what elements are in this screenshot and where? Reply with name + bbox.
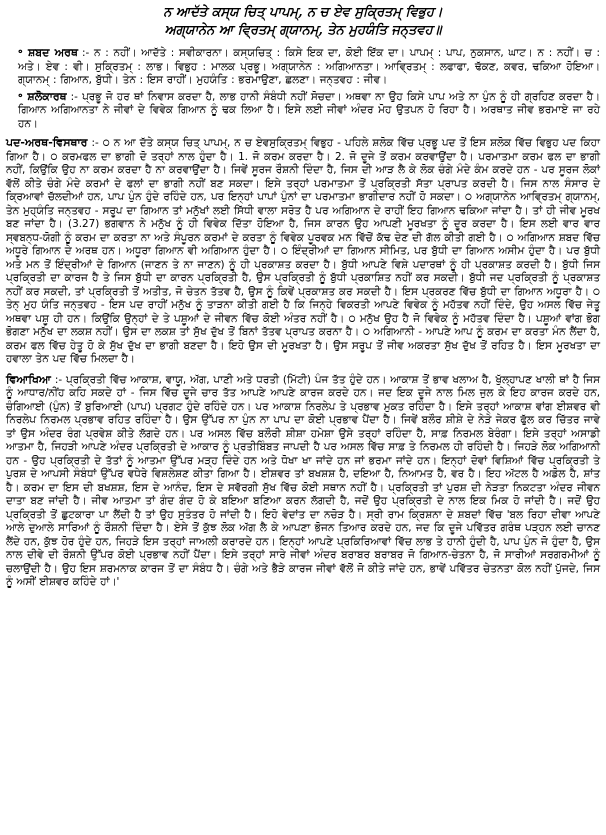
- viakhia-section: [6, 373, 600, 590]
- verse-line-1: ਨ ਆਦੱਤੇ ਕਸ੍ਯ ਚਿਤ੍ ਪਾਪਮ੍, ਨ ਚ ਏਵ ਸੁਕ੍ਰਿਤਮ੍ ਵਿਭੁਹ।: [163, 5, 443, 20]
- viakhia-text: :- ਪ੍ਰਕ੍ਰਿਤੀ ਵਿੱਚ ਆਕਾਸ਼, ਵਾਯੂ, ਅੱਗ, ਪਾਣੀ ਅਤੇ ਧਰਤੀ (ਮਿੱਟੀ) ਪੰਜ ਤੱਤ ਹੁੰਦੇ ਹਨ। ਆਕਾਸ਼ ਤੋਂ ਭਾਵ ਖਲਾਅ ਹੈ, ਖੁੱਲ੍ਹਾਪਣ ਖਾਲੀ ਥਾਂ ਹੈ ਜਿਸ ਨੂੰ ਆਧਾਰ/ਨੀਂਹ ਕਹਿ ਸਕਦੇ ਹਾਂ - ਜਿਸ ਵਿੱਚ ਦੂਜੇ ਚਾਰ ਤੱਤ ਆਪਣੇ ਆਪਣੇ ਕਾਰਜ ਕਰਦੇ ਹਨ। ਜਦ ਇਕ ਦੂਜੇ ਨਾਲ ਮਿਲ ਜੁਲ ਕੇ ਇਹ ਕਾਰਜ ਕਰਦੇ ਹਨ, ਚੰਗਿਆਈ (ਪੁੰਨ) ਤੋਂ ਬੁਰਿਆਈ (ਪਾਪ) ਪ੍ਰਗਟ ਹੁੰਦੇ ਰਹਿੰਦੇ ਹਨ। ਪਰ ਆਕਾਸ਼ ਨਿਰਲੇਪ ਤੇ ਪ੍ਰਭਾਵ ਮੁਕਤ ਰਹਿੰਦਾ ਹੈ। ਇਸੇ ਤਰ੍ਹਾਂ ਆਕਾਸ਼ ਵਾਂਗ ਈਸ਼ਵਰ ਵੀ ਨਿਰਲੇਪ ਨਿਰਮਲ ਪ੍ਰਭਾਵ ਰਹਿਤ ਰਹਿੰਦਾ ਹੈ। ਉਸ ਉੱਪਰ ਨਾ ਪੁੰਨ ਨਾ ਪਾਪ ਦਾ ਕੋਈ ਪ੍ਰਭਾਵ ਪੈਂਦਾ ਹੈ। ਜਿਵੇਂ ਬਲੌਰ ਸ਼ੀਸ਼ੇ ਦੇ ਨੇੜੇ ਜੇਕਰ ਫੁੱਲ ਕਰ ਚਿੱਤਰ ਜਾਵੇ ਤਾਂ ਉਸ ਅੰਦਰ ਰੰਗ ਪ੍ਰਵੇਸ਼ ਕੀਤੇ ਲੱਗਦੇ ਹਨ। ਪਰ ਅਸਲ ਵਿੱਚ ਬਲੌਰੀ ਸ਼ੀਸ਼ਾ ਹਮੇਸ਼ਾ ਉਸੇ ਤਰ੍ਹਾਂ ਰਹਿੰਦਾ ਹੈ, ਸਾਫ਼ ਨਿਰਮਲ ਬੇਰੰਗਾ। ਇਸੇ ਤਰ੍ਹਾਂ ਅਸਾਡੀ ਆਤਮਾ ਹੈ, ਜਿਹੜੀ ਆਪਣੇ ਅੰਦਰ ਪ੍ਰਕ੍ਰਿਤੀ ਦੇ ਆਕਾਰ ਨੂੰ ਪ੍ਰਤੀਬਿੰਬਤ ਜਾਪਦੀ ਹੈ ਪਰ ਅਸਲ ਵਿੱਚ ਸਾਫ਼ ਤੇ ਨਿਰਮਲ ਹੀ ਰਹਿੰਦੀ ਹੈ। ਜਿਹੜੇ ਲੋਕ ਅਗਿਆਨੀ ਹਨ - ਉਹ ਪ੍ਰਕ੍ਰਿਤੀ ਦੇ ਤੱਤਾਂ ਨੂੰ ਆਤਮਾ ਉੱਪਰ ਮੜ੍ਹ ਦਿੰਦੇ ਹਨ ਅਤੇ ਧੋਖਾ ਖਾ ਜਾਂਦੇ ਹਨ ਜਾਂ ਭਰਮਾ ਜਾਂਦੇ ਹਨ। ਇਨ੍ਹਾਂ ਦੋਵਾਂ ਵਿਸ਼ਿਆਂ ਵਿੱਚ ਪ੍ਰਕ੍ਰਿਤੀ ਤੇ ਪੁਰਸ਼ ਦੇ ਆਪਸੀ ਸੰਬੰਧਾਂ ਉੱਪਰ ਵਧੇਰੇ ਵਿਸ਼ਲੇਸ਼ਣ ਕੀਤਾ ਗਿਆ ਹੈ। ਈਸ਼ਵਰ ਤਾਂ ਬਖਸ਼ਸ਼ ਹੈ, ਦਇਆ ਹੈ, ਨਿਆਮਤ ਹੈ, ਵਰ ਹੈ। ਇਹ ਅੱਟਲ ਹੈ ਅਡੋਲ ਹੈ, ਸ਼ਾਂਤ ਹੈ। ਕਰਮ ਦਾ ਇਸ ਦੀ ਬਖਸ਼ਸ਼, ਇਸ ਦੇ ਆਨੰਦ, ਇਸ ਦੇ ਸਵੱਰਗੀ ਸੁੱਖ ਵਿੱਚ ਕੋਈ ਸਥਾਨ ਨਹੀਂ ਹੈ। ਪ੍ਰਕ੍ਰਿਤੀ ਤਾਂ ਪੁਰਸ਼ ਦੀ ਨੇੜਤਾ ਨਿਕਟਤਾ ਅੰਦਰ ਜੀਵਨ ਦਾਤਾ ਬਣ ਜਾਂਦੀ ਹੈ। ਜੀਵ ਆਤਮਾ ਤਾਂ ਗੰਦ ਗੰਦ ਹੋ ਕੇ ਬਇਆ ਬਣਿਆ ਕਰਨ ਲੱਗਦੀ ਹੈ, ਜਦੋਂ ਉਹ ਪ੍ਰਕ੍ਰਿਤੀ ਦੇ ਨਾਲ ਇਕ ਮਿਕ ਹੋ ਜਾਂਦੀ ਹੈ। ਜਦੋਂ ਉਹ ਪ੍ਰਕ੍ਰਿਤੀ ਤੋਂ ਛੁਟਕਾਰਾ ਪਾ ਲੈਂਦੀ ਹੈ ਤਾਂ ਉਹ ਸੁਤੰਤਰ ਹੋ ਜਾਂਦੀ ਹੈ। ਇਹੋ ਵੇਦਾਂਤ ਦਾ ਨਚੋੜ ਹੈ। ਸ੍ਰੀ ਰਾਮ ਕ੍ਰਿਸ਼ਨਾ ਦੇ ਸ਼ਬਦਾਂ ਵਿੱਚ 'ਬਲ ਰਿਹਾ ਦੀਵਾ ਆਪਣੇ ਆਲੇ ਦੁਆਲੇ ਸਾਰਿਆਂ ਨੂੰ ਰੌਸ਼ਨੀ ਦਿੰਦਾ ਹੈ। ਏਸੇ ਤੋਂ ਕੁੱਝ ਲੋਕ ਅੱਗ ਲੈ ਕੇ ਆਪਣਾ ਭੋਜਨ ਤਿਆਰ ਕਰਦੇ ਹਨ, ਜਦ ਕਿ ਦੂਜੇ ਪਵਿੱਤਰ ਗਰੰਥ ਪੜ੍ਹਨ ਲਈ ਚਾਨਣ ਲੈਂਦੇ ਹਨ, ਕੁੱਝ ਹੋਰ ਹੁੰਦੇ ਹਨ, ਜਿਹੜੇ ਇਸ ਤਰ੍ਹਾਂ ਜਾਅਲੀ ਕਰਾਰਦੇ ਹਨ। ਇਨ੍ਹਾਂ ਆਪਣੇ ਪ੍ਰਕਿਰਿਆਵਾਂ ਵਿੱਚ ਲਾਭ ਤੇ ਹਾਨੀ ਹੁੰਦੀ ਹੈ, ਪਾਪ ਪੁੰਨ ਜੋ ਹੁੰਦਾ ਹੈ, ਉਸ ਨਾਲ ਦੀਵੇ ਦੀ ਰੌਸ਼ਨੀ ਉੱਪਰ ਕੋਈ ਪ੍ਰਭਾਵ ਨਹੀਂ ਪੈਂਦਾ। ਇਸੇ ਤਰ੍ਹਾਂ ਸਾਰੇ ਜੀਵਾਂ ਅੰਦਰ ਬਰਾਬਰ ਬਰਾਬਰ ਜੋ ਗਿਆਨ-ਚੇਤਨਾ ਹੈ, ਜੋ ਸਾਰੀਆਂ ਸਰਗਰਮੀਆਂ ਨੂੰ ਚਲਾਉਂਦੀ ਹੈ। ਉਹ ਇਸ ਸ਼ਰਮਨਾਕ ਕਾਰਜ ਤੋਂ ਦਾ ਸੰਬੰਧ ਹੈ। ਚੰਗੇ ਅਤੇ ਭੈੜੇ ਕਾਰਜ ਜੀਵਾਂ ਵੱਲੋਂ ਜੋ ਕੀਤੇ ਜਾਂਦੇ ਹਨ, ਭਾਵੇਂ ਪਵਿੱਤਰ ਚੇਤਨਤਾ ਕੋਲ ਨਹੀਂ ਪੁੱਜਦੇ, ਜਿਸ ਨੂੰ ਅਸੀਂ ਈਸ਼ਵਰ ਕਹਿੰਦੇ ਹਾਂ।': [6, 373, 600, 588]
- viakhia-heading: ਵਿਆਖਿਆ: [6, 372, 51, 386]
- shabad-arth-heading: ॰ ਸ਼ਬਦ ਅਰਥ: [18, 46, 78, 59]
- pad-arath-heading: ਪਦ-ਅਰਥ-ਵਿਸਥਾਰ: [6, 136, 88, 149]
- shlokarath-heading: ॰ ਸ਼ਲੋਕਾਰਥ: [18, 89, 67, 103]
- pad-arath-section: [6, 136, 600, 367]
- verse-line-2: ਅਗ੍ਯਾਨੇਨ ਆ ਵ੍ਰਿਤਮ੍ ਗ੍ਯਾਨਮ੍, ਤੇਨ ਮੁਹਯੰਤਿ ਜਨ੍ਤਵਹ॥: [164, 23, 442, 38]
- shlokarath-section: [6, 90, 600, 132]
- shabad-arth-section: [6, 46, 600, 88]
- shlokarath-text: :- ਪ੍ਰਭੂ ਜੋ ਹਰ ਥਾਂ ਨਿਵਾਸ ਕਰਦਾ ਹੈ, ਲਾਭ ਹਾਨੀ ਸੰਬੰਧੀ ਨਹੀਂ ਸੋਚਦਾ। ਅਥਵਾ ਨਾ ਉਹ ਕਿਸੇ ਪਾਪ ਅਤੇ ਨਾ ਪੁੰਨ ਨੂੰ ਹੀ ਗ੍ਰਹਿਣ ਕਰਦਾ ਹੈ। ਗਿਆਨ ਅਗਿਆਨਤਾ ਨੇ ਜੀਵਾਂ ਦੇ ਵਿਵੇਕ ਗਿਆਨ ਨੂੰ ਢਕ ਲਿਆ ਹੈ। ਇਸੇ ਲਈ ਜੀਵਾਂ ਅੰਦਰ ਮੋਹ ਉਤਪਨ ਹੋ ਰਿਹਾ ਹੈ। ਅਰਥਾਤ ਜੀਵ ਭਰਮਾਏ ਜਾ ਰਹੇ ਹਨ।: [18, 90, 600, 130]
- pad-arath-text: :- ੦ ਨ ਆ ਦੱਤੇ ਕਸ੍ਯ ਚਿਤ੍ ਪਾਪਮ੍, ਨ ਚ ਏਵਸੁਕ੍ਰਿਤਮ੍ ਵਿਭੁਹ - ਪਹਿਲੇ ਸ਼ਲੋਕ ਵਿੱਚ ਪ੍ਰਭੂ ਪਦ ਤੋਂ ਇਸ ਸ਼ਲੋਕ ਵਿੱਚ ਵਿਭੁਹ ਪਦ ਕਿਹਾ ਗਿਆ ਹੈ। ੦ ਕਰਮਫਲ ਦਾ ਭਾਗੀ ਦੋ ਤਰ੍ਹਾਂ ਨਾਲ ਹੁੰਦਾ ਹੈ। 1. ਜੋ ਕਰਮ ਕਰਦਾ ਹੈ। 2. ਜੋ ਦੂਜੇ ਤੋਂ ਕਰਮ ਕਰਵਾਉਂਦਾ ਹੈ। ਪਰਮਾਤਮਾ ਕਰਮ ਫਲ ਦਾ ਭਾਗੀ ਨਹੀਂ, ਕਿਉਂਕਿ ਉਹ ਨਾ ਕਰਮ ਕਰਦਾ ਹੈ ਨਾ ਕਰਵਾਉਂਦਾ ਹੈ। ਜਿਵੇਂ ਸੂਰਜ ਰੌਸ਼ਨੀ ਦਿੰਦਾ ਹੈ, ਜਿਸ ਦੀ ਆੜ ਲੈ ਕੇ ਲੋਕ ਚੰਗੇ ਮੰਦੇ ਕੰਮ ਕਰਦੇ ਹਨ - ਪਰ ਸੂਰਜ ਲੋਕਾਂ ਵੱਲੋਂ ਕੀਤੇ ਚੰਗੇ ਮੰਦੇ ਕਰਮਾਂ ਦੇ ਫਲਾਂ ਦਾ ਭਾਗੀ ਨਹੀਂ ਬਣ ਸਕਦਾ। ਇਸੇ ਤਰ੍ਹਾਂ ਪਰਮਾਤਮਾ ਤੋਂ ਪ੍ਰਕ੍ਰਿਤੀ ਸੱਤਾ ਪ੍ਰਾਪਤ ਕਰਦੀ ਹੈ। ਜਿਸ ਨਾਲ ਸੰਸਾਰ ਦੇ ਕ੍ਰਿਆਵਾਂ ਚੱਲਦੀਆਂ ਹਨ, ਪਾਪ ਪੁੰਨ ਹੁੰਦੇ ਰਹਿੰਦੇ ਹਨ, ਪਰ ਇਨ੍ਹਾਂ ਪਾਪਾਂ ਪੁੰਨਾਂ ਦਾ ਪਰਮਾਤਮਾ ਭਾਗੀਦਾਰ ਨਹੀਂ ਹੋ ਸਕਦਾ। ੦ ਅਗ੍ਯਾਨੇਨ ਆਵ੍ਰਿਤਮ੍ ਗ੍ਯਾਨਮ੍, ਤੇਨ ਮੁਹ੍ਯੰਤਿ ਜਨ੍ਤਵਹ - ਸਰੂਪ ਦਾ ਗਿਆਨ ਤਾਂ ਮਨੁੱਖਾਂ ਲਈ ਸਿੱਧੀ ਵਾਲਾ ਸਰੋਤ ਹੈ ਪਰ ਅਗਿਆਨ ਦੇ ਰਾਹੀਂ ਇਹ ਗਿਆਨ ਢਕਿਆ ਜਾਂਦਾ ਹੈ। ਤਾਂ ਹੀ ਜੀਵ ਮੂਰਖ ਬਣ ਜਾਂਦਾ ਹੈ। (3.27) ਭਗਵਾਨ ਨੇ ਮਨੁੱਖ ਨੂੰ ਹੀ ਵਿਵੇਕ ਦਿੱਤਾ ਹੋਇਆ ਹੈ, ਜਿਸ ਕਾਰਨ ਉਹ ਆਪਣੀ ਮੂਰਖਤਾ ਨੂੰ ਦੂਰ ਕਰਦਾ ਹੈ। ਇਸ ਲਈ ਵਾਰ ਵਾਰ ਸ੍ਵਬਨ੍ਧ-ਯੋਗੀ ਨੂੰ ਕਰਮ ਦਾ ਕਰਤਾ ਨਾ ਅਤੇ ਸੰਪੂਰਨ ਕਰਮਾਂ ਦੇ ਕਰਤਾ ਨੂੰ ਵਿਵੇਕ ਪੂਰਵਕ ਮਨ ਵਿੱਚੋਂ ਕੱਢ ਦੇਣ ਦੀ ਗੱਲ ਕੀਤੀ ਗਈ ਹੈ। ੦ ਅਗਿਆਨ ਸ਼ਬਦ ਵਿੱਚ ਅਧੂਰੇ ਗਿਆਨ ਦੇ ਅਰਥ ਹਨ। ਅਧੂਰਾ ਗਿਆਨ ਵੀ ਅਗਿਆਨ ਹੁੰਦਾ ਹੈ। ੦ ਇੰਦ੍ਰੀਆਂ ਦਾ ਗਿਆਨ ਸੀਮਿਤ, ਪਰ ਬੁੱਧੀ ਦਾ ਗਿਆਨ ਅਸੀਮ ਹੁੰਦਾ ਹੈ। ਪਰ ਬੁੱਧੀ ਅਤੇ ਮਨ ਤੋਂ ਇੰਦ੍ਰੀਆਂ ਦੇ ਗਿਆਨ (ਜਾਣਨ ਤੇ ਨਾ ਜਾਣਨ) ਨੂੰ ਹੀ ਪ੍ਰਕਾਸ਼ਤ ਕਰਦਾ ਹੈ। ਬੁੱਧੀ ਆਪਣੇ ਵਿਸ਼ੇ ਪਦਾਰਥਾਂ ਨੂੰ ਹੀ ਪ੍ਰਕਾਸ਼ਤ ਕਰਦੀ ਹੈ। ਬੁੱਧੀ ਜਿਸ ਪ੍ਰਕ੍ਰਿਤੀ ਦਾ ਕਾਰਜ ਹੈ ਤੇ ਜਿਸ ਬੁੱਧੀ ਦਾ ਕਾਰਨ ਪ੍ਰਕ੍ਰਿਤੀ ਹੈ, ਉਸ ਪ੍ਰਕ੍ਰਿਤੀ ਨੂੰ ਬੁੱਧੀ ਪ੍ਰਕਾਸ਼ਿਤ ਨਹੀਂ ਕਰ ਸਕਦੀ। ਬੁੱਧੀ ਜਦ ਪ੍ਰਕ੍ਰਿਤੀ ਨੂੰ ਪ੍ਰਕਾਸ਼ਤ ਨਹੀਂ ਕਰ ਸਕਦੀ, ਤਾਂ ਪ੍ਰਕ੍ਰਿਤੀ ਤੋਂ ਅਤੀਤ, ਜੋ ਚੇਤਨ ਤੱਤਵ ਹੈ, ਉਸ ਨੂੰ ਕਿਵੇਂ ਪ੍ਰਕਾਸ਼ਤ ਕਰ ਸਕਦੀ ਹੈ। ਇਸ ਪ੍ਰਕਰਣ ਵਿੱਚ ਬੁੱਧੀ ਦਾ ਗਿਆਨ ਅਧੂਰਾ ਹੈ। ੦ ਤੇਨ੍ ਮੁਹ ਯੰਤਿ ਜਨ੍ਤਵਹ - ਇਸ ਪਦ ਰਾਹੀਂ ਮਨੁੱਖ ਨੂੰ ਤਾੜਨਾ ਕੀਤੀ ਗਈ ਹੈ ਕਿ ਜਿਨ੍ਹੇ ਵਿਕਰਤੀ ਆਪਣੇ ਵਿਵੇਕ ਨੂੰ ਮਹੱਤਵ ਨਹੀਂ ਦਿੰਦੇ, ਉਹ ਅਸਲ ਵਿੱਚ ਜੇਤੂ ਅਥਵਾ ਪਸ਼ੂ ਹੀ ਹਨ। ਕਿਉਂਕਿ ਉਨ੍ਹਾਂ ਦੇ ਤੇ ਪਸ਼ੂਆਂ ਦੇ ਜੀਵਨ ਵਿੱਚ ਕੋਈ ਅੰਤਰ ਨਹੀਂ ਹੈ। ੦ ਮਨੁੱਖ ਉਹ ਹੈ ਜੋ ਵਿਵੇਕ ਨੂੰ ਮਹੱਤਵ ਦਿੰਦਾ ਹੈ। ਪਸ਼ੂਆਂ ਵਾਂਗ ਭੋਗ ਭੋਗਣਾ ਮਨੁੱਖ ਦਾ ਲਕਸ਼ ਨਹੀਂ। ਉਸ ਦਾ ਲਕਸ਼ ਤਾਂ ਸੁੱਖ ਦੁੱਖ ਤੋਂ ਬਿਨਾਂ ਤੱਤਵ ਪ੍ਰਾਪਤ ਕਰਨਾ ਹੈ। ੦ ਅਗਿਆਨੀ - ਆਪਣੇ ਆਪ ਨੂੰ ਕਰਮ ਦਾ ਕਰਤਾ ਮੰਨ ਲੈਂਦਾ ਹੈ, ਕਰਮ ਫਲ ਵਿੱਚ ਹੇਤੂ ਹੋ ਕੇ ਸੁੱਖ ਦੁੱਖ ਦਾ ਭਾਗੀ ਬਣਦਾ ਹੈ। ਇਹੋ ਉਸ ਦੀ ਮੂਰਖਤਾ ਹੈ। ਉਸ ਸਰੂਪ ਤੋਂ ਜੀਵ ਅਕਰਤਾ ਸੁੱਖ ਦੁੱਖ ਤੋਂ ਰਹਿਤ ਹੈ। ਇਸ ਮੂਰਖਤਾ ਦਾ ਹਵਾਲਾ ਤੇਨ ਪਦ ਵਿੱਚ ਮਿਲਦਾ ਹੈ।: [6, 137, 600, 365]
- shabad-arth-text: :- ਨ : ਨਹੀਂ। ਆਦੱਤੇ : ਸਵੀਕਾਰਨਾ। ਕਸ੍ਯਚਿਤ੍ : ਕਿਸੇ ਇਕ ਦਾ, ਕੋਈ ਇੱਕ ਦਾ। ਪਾਪਮ੍ : ਪਾਪ, ਨੁਕਸਾਨ, ਘਾਟ। ਨ : ਨਹੀਂ। ਚ : ਅਤੇ। ਏਵ : ਵੀ। ਸੁਕ੍ਰਿਤਮ੍ : ਲਾਭ। ਵਿਭੁਹ : ਮਾਲਕ ਪ੍ਰਭੂ। ਅਗ੍ਯਾਨੇਨ : ਅਗਿਆਨਤਾ। ਆਵ੍ਰਿਤਮ੍ : ਲਫਾਫਾ, ਢੱਕਣ, ਕਵਰ, ਢਕਿਆ ਹੋਇਆ। ਗ੍ਯਾਨਮ੍ : ਗਿਆਨ, ਬੁੱਧੀ। ਤੇਨ : ਇਸ ਰਾਹੀਂ। ਮੁਹਯੰਤਿ : ਭਰਮਾਉਣਾ, ਛਲਣਾ। ਜਨ੍ਤਵਹ : ਜੀਵ।: [18, 47, 600, 86]
